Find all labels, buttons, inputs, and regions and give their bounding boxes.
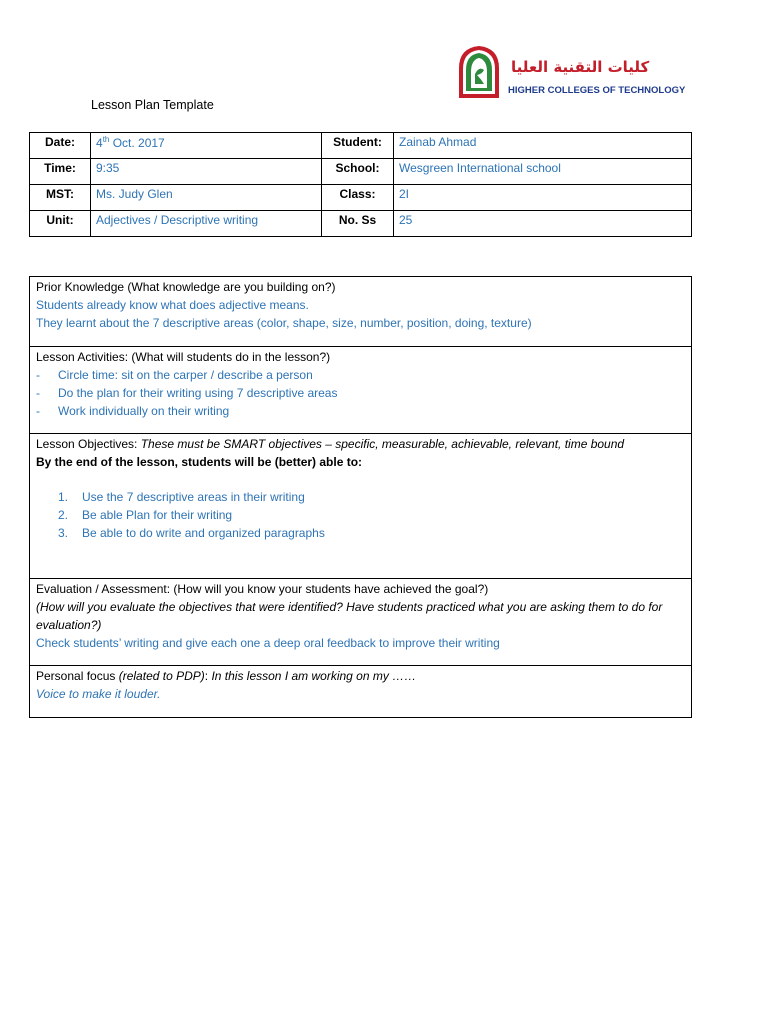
personal-focus-pdp: (related to PDP) — [115, 669, 205, 683]
list-item: - Do the plan for their writing using 7 descriptive areas — [36, 384, 685, 402]
logo-english-text: HIGHER COLLEGES OF TECHNOLOGY — [508, 85, 686, 96]
objective-text: Use the 7 descriptive areas in their writing — [82, 490, 305, 504]
hct-emblem-icon — [455, 44, 503, 100]
time-value: 9:35 — [91, 159, 322, 185]
list-number: 3. — [58, 526, 69, 540]
prior-knowledge-line: Students already know what does adjective means. — [36, 298, 309, 312]
date-label: Date: — [30, 133, 91, 159]
list-item — [36, 488, 685, 506]
student-value: Zainab Ahmad — [394, 133, 692, 159]
evaluation-heading: Evaluation / Assessment: (How will you know your students have achieved the goal?) — [36, 582, 489, 596]
personal-focus-answer: Voice to make it louder. — [36, 687, 161, 701]
student-label: Student: — [322, 133, 394, 159]
list-item — [36, 506, 685, 524]
list-item: - Circle time: sit on the carper / describe a person — [36, 366, 685, 384]
activities-list — [36, 366, 685, 420]
personal-focus-section — [29, 665, 692, 718]
table-row — [30, 211, 692, 237]
class-value: 2I — [394, 185, 692, 211]
mst-label: MST: — [30, 185, 91, 211]
personal-focus-label: Personal focus — [36, 669, 116, 683]
table-row — [30, 185, 692, 211]
list-number: 2. — [58, 508, 69, 522]
mst-value: Ms. Judy Glen — [91, 185, 322, 211]
table-row — [30, 133, 692, 159]
unit-value: Adjectives / Descriptive writing — [91, 211, 322, 237]
prior-knowledge-section — [29, 276, 692, 347]
evaluation-question: (How will you evaluate the objectives that were identified? Have students practiced what you are asking them to do for evaluation?) — [36, 600, 663, 632]
lesson-activities-label: Lesson Activities: — [36, 350, 129, 364]
lesson-objectives-heading — [36, 435, 685, 453]
lesson-info-table — [29, 132, 692, 237]
objective-text: Be able Plan for their writing — [82, 508, 233, 522]
unit-label: Unit: — [30, 211, 91, 237]
objectives-lead: By the end of the lesson, students will be (better) able to: — [36, 455, 363, 469]
lesson-activities-section — [29, 346, 692, 434]
number-of-students-value: 25 — [394, 211, 692, 237]
list-item — [36, 524, 685, 542]
prior-knowledge-line: They learnt about the 7 descriptive areas (color, shape, size, number, position, doing, texture) — [36, 316, 532, 330]
page-title: Lesson Plan Template — [91, 98, 214, 112]
personal-focus-prompt: In this lesson I am working on my …… — [208, 669, 417, 683]
date-month-year: Oct. 2017 — [109, 136, 165, 150]
personal-focus-colon: : — [204, 669, 209, 683]
personal-focus-heading — [36, 667, 685, 685]
table-row — [30, 159, 692, 185]
date-suffix: th — [102, 135, 110, 144]
lesson-objectives-section — [29, 433, 692, 579]
time-label: Time: — [30, 159, 91, 185]
prior-knowledge-heading: Prior Knowledge (What knowledge are you building on?) — [36, 280, 336, 294]
lesson-objectives-label: Lesson Objectives: — [36, 437, 138, 451]
lesson-objectives-note: These must be SMART objectives – specific, measurable, achievable, relevant, time bound — [137, 437, 625, 451]
evaluation-section — [29, 578, 692, 666]
date-value — [91, 133, 322, 159]
school-label: School: — [322, 159, 394, 185]
class-label: Class: — [322, 185, 394, 211]
lesson-activities-question: (What will students do in the lesson?) — [128, 350, 331, 364]
hct-logo — [455, 44, 685, 100]
school-value: Wesgreen International school — [394, 159, 692, 185]
list-item: - Work individually on their writing — [36, 402, 685, 420]
date-day: 4 — [96, 136, 103, 150]
number-of-students-label: No. Ss — [322, 211, 394, 237]
list-number: 1. — [58, 490, 69, 504]
objective-text: Be able to do write and organized paragraphs — [82, 526, 325, 540]
lesson-activities-heading — [36, 348, 685, 366]
evaluation-answer: Check students’ writing and give each one a deep oral feedback to improve their writing — [36, 636, 500, 650]
objectives-list — [36, 488, 685, 542]
logo-arabic-text: كليات التقنية العليا — [511, 58, 650, 76]
